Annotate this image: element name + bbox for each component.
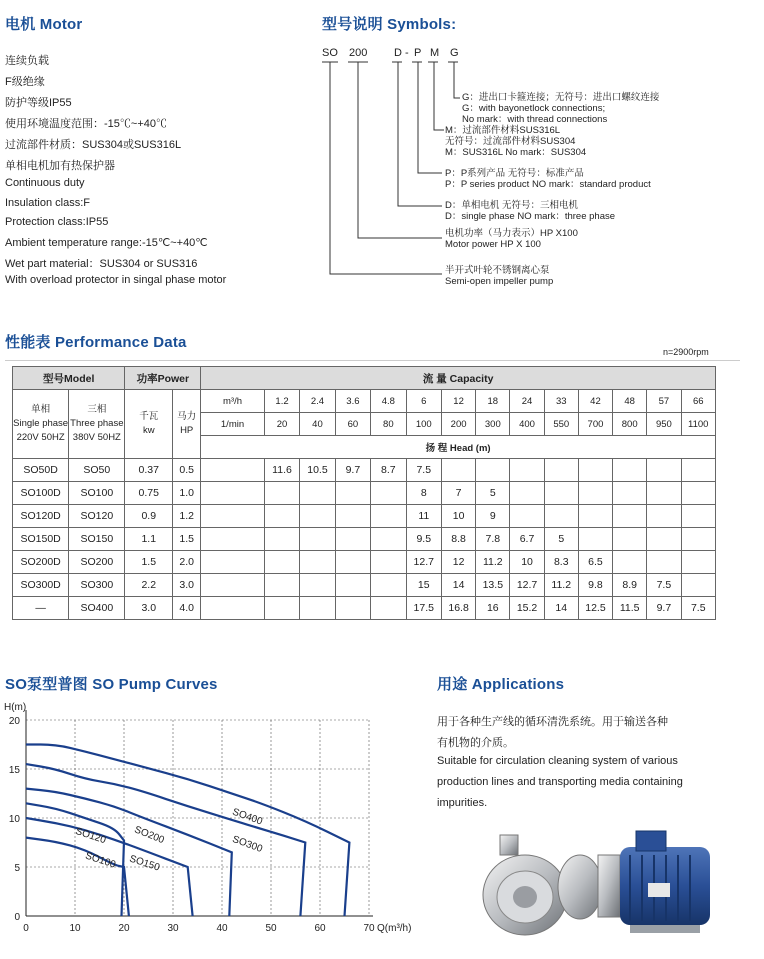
head-cell — [300, 574, 335, 597]
head-cell — [681, 551, 715, 574]
model-three-cell: SO200 — [69, 551, 125, 574]
code-d: D — [394, 47, 402, 59]
head-cell — [264, 597, 299, 620]
head-cell: 14 — [544, 597, 578, 620]
head-cell: 10.5 — [300, 459, 335, 482]
head-cell: 17.5 — [406, 597, 441, 620]
head-cell — [371, 597, 406, 620]
series-line-so100 — [26, 838, 129, 916]
code-hp: 200 — [349, 47, 368, 59]
head-cell: 11 — [406, 505, 441, 528]
x-tick-label: 70 — [363, 923, 375, 934]
series-line-so400 — [26, 745, 349, 917]
head-cell — [476, 459, 510, 482]
flow-lmin-cell: 100 — [406, 413, 441, 436]
motor-spec-line: With overload protector in singal phase motor — [5, 274, 227, 286]
note-line: 电机功率（马力表示）HP X100 — [445, 228, 578, 239]
flow-lmin-cell: 80 — [371, 413, 406, 436]
blank-cell — [201, 505, 265, 528]
motor-spec-line: 防护等级IP55 — [5, 97, 72, 109]
head-cell — [681, 505, 715, 528]
head-cell — [578, 528, 612, 551]
y-tick-label: 15 — [8, 765, 20, 776]
head-label: 扬 程 Head (m) — [201, 436, 716, 459]
flow-lmin-cell: 300 — [476, 413, 510, 436]
hp-header — [173, 390, 201, 459]
application-line: production lines and transporting media containing — [437, 776, 683, 788]
model-three-cell: SO120 — [69, 505, 125, 528]
head-cell: 13.5 — [476, 574, 510, 597]
x-tick-label: 20 — [118, 923, 130, 934]
note-line: P：P系列产品 无符号：标准产品 — [445, 168, 584, 179]
flow-lmin-cell: 550 — [544, 413, 578, 436]
head-cell: 8.3 — [544, 551, 578, 574]
motor-spec-line: Continuous duty — [5, 177, 85, 189]
model-hp-cell: 1.2 — [173, 505, 201, 528]
head-cell — [335, 528, 370, 551]
x-tick-label: 60 — [314, 923, 326, 934]
head-cell: 9.8 — [578, 574, 612, 597]
head-cell — [613, 459, 647, 482]
head-cell: 7 — [441, 482, 475, 505]
note-line: Motor power HP X 100 — [445, 239, 541, 250]
model-kw-cell: 1.1 — [125, 528, 173, 551]
model-header: 型号Model — [13, 367, 125, 390]
note-so — [445, 265, 553, 287]
head-cell — [264, 505, 299, 528]
head-cell — [335, 551, 370, 574]
head-cell — [578, 459, 612, 482]
head-cell — [371, 574, 406, 597]
head-cell: 10 — [441, 505, 475, 528]
head-cell: 12.7 — [510, 574, 544, 597]
flow-lmin-cell: 950 — [647, 413, 681, 436]
head-cell: 16.8 — [441, 597, 475, 620]
head-cell: 8.8 — [441, 528, 475, 551]
series-label-so120: SO120 — [74, 826, 108, 847]
speed-note: n=2900rpm — [663, 347, 709, 357]
head-cell — [578, 482, 612, 505]
head-cell — [681, 574, 715, 597]
flow-m3h-cell: 1.2 — [264, 390, 299, 413]
application-line: Suitable for circulation cleaning system of various — [437, 755, 678, 767]
head-cell: 14 — [441, 574, 475, 597]
head-cell: 8.9 — [613, 574, 647, 597]
head-cell: 7.5 — [406, 459, 441, 482]
flow-m3h-cell: 12 — [441, 390, 475, 413]
head-cell — [647, 482, 681, 505]
head-cell: 16 — [476, 597, 510, 620]
model-single-cell: SO300D — [13, 574, 69, 597]
model-hp-cell: 1.0 — [173, 482, 201, 505]
head-cell: 9.5 — [406, 528, 441, 551]
flow-m3h-cell: 57 — [647, 390, 681, 413]
head-cell — [335, 597, 370, 620]
head-cell — [647, 528, 681, 551]
model-single-cell: SO120D — [13, 505, 69, 528]
model-hp-cell: 2.0 — [173, 551, 201, 574]
flow-m3h-cell: 66 — [681, 390, 715, 413]
head-cell: 7.8 — [476, 528, 510, 551]
flow-lmin-cell: 200 — [441, 413, 475, 436]
note-p — [445, 168, 651, 190]
application-line: impurities. — [437, 797, 488, 809]
x-tick-label: 30 — [167, 923, 179, 934]
flow-lmin-cell: 60 — [335, 413, 370, 436]
series-label-so100: SO100 — [83, 850, 117, 871]
blank-cell — [201, 482, 265, 505]
table-row — [13, 597, 716, 620]
y-tick-label: 20 — [8, 716, 20, 727]
three-phase-header — [69, 390, 125, 459]
head-cell: 7.5 — [647, 574, 681, 597]
head-cell: 6.5 — [578, 551, 612, 574]
head-cell: 15.2 — [510, 597, 544, 620]
x-tick-label: 40 — [216, 923, 228, 934]
blank-cell — [201, 574, 265, 597]
table-row — [13, 505, 716, 528]
model-hp-cell: 1.5 — [173, 528, 201, 551]
head-cell — [613, 528, 647, 551]
head-cell: 5 — [476, 482, 510, 505]
model-kw-cell: 0.75 — [125, 482, 173, 505]
head-cell — [371, 528, 406, 551]
head-cell: 11.2 — [476, 551, 510, 574]
model-single-cell: SO50D — [13, 459, 69, 482]
note-line: No mark：with thread connections — [462, 114, 608, 125]
head-cell — [681, 482, 715, 505]
head-cell — [647, 551, 681, 574]
curves-title: SO泵型普图 SO Pump Curves — [5, 676, 218, 693]
note-line: D：单相电机 无符号：三相电机 — [445, 200, 579, 211]
flow-m3h-cell: 4.8 — [371, 390, 406, 413]
note-line: P：P series product NO mark：standard product — [445, 179, 651, 190]
flow-m3h-cell: 24 — [510, 390, 544, 413]
model-three-cell: SO300 — [69, 574, 125, 597]
note-line: 无符号：过流部件材料SUS304 — [445, 136, 576, 147]
flow-m3h-cell: 2.4 — [300, 390, 335, 413]
head-cell — [681, 459, 715, 482]
model-three-cell: SO100 — [69, 482, 125, 505]
head-cell: 11.2 — [544, 574, 578, 597]
model-hp-cell: 4.0 — [173, 597, 201, 620]
head-cell — [264, 482, 299, 505]
model-kw-cell: 1.5 — [125, 551, 173, 574]
head-cell: 5 — [544, 528, 578, 551]
header-line: 马力 — [177, 411, 197, 422]
unit-m3h: m³/h — [201, 390, 265, 413]
blank-cell — [201, 597, 265, 620]
head-cell: 12 — [441, 551, 475, 574]
head-cell — [300, 597, 335, 620]
model-three-cell: SO150 — [69, 528, 125, 551]
table-row — [13, 551, 716, 574]
motor-title: 电机 Motor — [5, 16, 83, 33]
model-kw-cell: 2.2 — [125, 574, 173, 597]
head-cell: 7.5 — [681, 597, 715, 620]
head-cell — [300, 505, 335, 528]
model-single-cell: — — [13, 597, 69, 620]
header-line: kw — [142, 425, 155, 436]
head-cell — [335, 482, 370, 505]
series-label-so150: SO150 — [127, 853, 161, 874]
head-cell — [264, 551, 299, 574]
unit-lmin: 1/min — [201, 413, 265, 436]
series-label-so300: SO300 — [230, 834, 264, 855]
flow-m3h-row — [13, 390, 716, 413]
performance-table — [12, 366, 716, 620]
note-line: G：with bayonetlock connections; — [462, 103, 606, 114]
head-cell — [335, 505, 370, 528]
flow-m3h-cell: 3.6 — [335, 390, 370, 413]
head-cell — [510, 505, 544, 528]
header-line: 380V 50HZ — [72, 432, 121, 443]
header-line: Three phase — [70, 418, 124, 429]
symbols-title: 型号说明 Symbols: — [322, 16, 457, 33]
header-line: 千瓦 — [139, 411, 159, 422]
head-cell: 12.7 — [406, 551, 441, 574]
head-cell — [613, 482, 647, 505]
flow-m3h-cell: 42 — [578, 390, 612, 413]
head-cell: 9.7 — [335, 459, 370, 482]
head-cell — [264, 574, 299, 597]
code-so: SO — [322, 47, 338, 59]
power-header: 功率Power — [125, 367, 201, 390]
motor-spec-line: 使用环境温度范围：-15℃~+40℃ — [5, 118, 167, 130]
pump-motor-image — [558, 831, 710, 933]
series-label-so200: SO200 — [132, 824, 166, 847]
x-tick-label: 50 — [265, 923, 277, 934]
capacity-header: 流 量 Capacity — [201, 367, 716, 390]
divider — [5, 360, 740, 361]
code-g: G — [450, 47, 459, 59]
head-cell: 6.7 — [510, 528, 544, 551]
blank-cell — [201, 528, 265, 551]
head-cell — [371, 505, 406, 528]
note-g — [462, 92, 659, 125]
model-single-cell: SO200D — [13, 551, 69, 574]
x-tick-label: 10 — [69, 923, 81, 934]
performance-title: 性能表 Performance Data — [5, 334, 187, 351]
head-cell — [578, 505, 612, 528]
head-cell — [300, 528, 335, 551]
pump-product-images — [480, 825, 730, 955]
head-cell — [510, 482, 544, 505]
note-line: M：SUS316L No mark：SUS304 — [445, 147, 587, 158]
table-row — [13, 482, 716, 505]
motor-spec-line: Ambient temperature range:-15℃~+40℃ — [5, 237, 208, 249]
head-cell — [300, 482, 335, 505]
note-line: Semi-open impeller pump — [445, 276, 554, 287]
header-line: 220V 50HZ — [16, 432, 65, 443]
head-cell — [371, 551, 406, 574]
head-cell: 15 — [406, 574, 441, 597]
code-p: P — [414, 47, 422, 59]
applications-title: 用途 Applications — [437, 676, 565, 693]
head-cell — [647, 459, 681, 482]
head-cell: 11.5 — [613, 597, 647, 620]
head-cell — [441, 459, 475, 482]
head-cell — [647, 505, 681, 528]
motor-spec-line: 连续负载 — [5, 55, 49, 67]
table-row — [13, 528, 716, 551]
head-cell — [371, 482, 406, 505]
flow-m3h-cell: 6 — [406, 390, 441, 413]
flow-m3h-cell: 33 — [544, 390, 578, 413]
model-single-cell: SO150D — [13, 528, 69, 551]
flow-lmin-cell: 400 — [510, 413, 544, 436]
x-axis-label: Q(m³/h) — [377, 923, 412, 934]
note-line: G：进出口卡箍连接；无符号：进出口螺纹连接 — [462, 92, 660, 103]
y-tick-label: 10 — [8, 814, 20, 825]
blank-cell — [201, 551, 265, 574]
head-cell: 11.6 — [264, 459, 299, 482]
y-tick-label: 5 — [14, 863, 20, 874]
header-line: 单相 — [31, 404, 51, 415]
head-cell — [544, 482, 578, 505]
model-three-cell: SO50 — [69, 459, 125, 482]
application-line: 有机物的介质。 — [437, 737, 514, 749]
model-three-cell: SO400 — [69, 597, 125, 620]
motor-spec-line: 过流部件材质：SUS304或SUS316L — [5, 139, 182, 151]
flow-m3h-cell: 18 — [476, 390, 510, 413]
series-line-so300 — [26, 764, 305, 916]
header-line: 三相 — [87, 404, 107, 415]
header-line: Single phase — [13, 418, 69, 429]
note-d — [445, 200, 615, 222]
x-tick-label: 0 — [23, 923, 29, 934]
y-tick-label: 0 — [14, 912, 20, 923]
model-kw-cell: 0.37 — [125, 459, 173, 482]
model-kw-cell: 3.0 — [125, 597, 173, 620]
head-cell: 9.7 — [647, 597, 681, 620]
note-m — [445, 125, 586, 158]
head-cell — [300, 551, 335, 574]
motor-spec-line: Insulation class:F — [5, 197, 90, 209]
series-label-so400: SO400 — [230, 806, 264, 828]
model-kw-cell: 0.9 — [125, 505, 173, 528]
code-m: M — [430, 47, 440, 59]
head-cell — [613, 551, 647, 574]
y-axis-label: H(m) — [4, 702, 27, 713]
model-hp-cell: 0.5 — [173, 459, 201, 482]
flow-m3h-cell: 48 — [613, 390, 647, 413]
head-cell — [544, 459, 578, 482]
head-cell — [613, 505, 647, 528]
head-cell — [264, 528, 299, 551]
flow-lmin-cell: 1100 — [681, 413, 715, 436]
motor-spec-line: Protection class:IP55 — [5, 216, 109, 228]
series-line-so200 — [26, 789, 232, 916]
header-line: HP — [180, 425, 194, 436]
table-row — [13, 459, 716, 482]
pump-casing-image — [483, 835, 567, 935]
note-line: M：过流部件材料SUS316L — [445, 125, 561, 136]
head-cell — [335, 574, 370, 597]
head-cell — [544, 505, 578, 528]
note-line: 半开式叶轮不锈钢离心泵 — [445, 265, 550, 276]
head-cell: 8.7 — [371, 459, 406, 482]
motor-spec-line: F级绝缘 — [5, 76, 45, 88]
flow-lmin-cell: 800 — [613, 413, 647, 436]
head-cell: 9 — [476, 505, 510, 528]
table-header-row — [13, 367, 716, 390]
model-single-cell: SO100D — [13, 482, 69, 505]
single-phase-header — [13, 390, 69, 459]
head-cell — [681, 528, 715, 551]
flow-lmin-cell: 700 — [578, 413, 612, 436]
blank-cell — [201, 459, 265, 482]
note-hp — [445, 228, 578, 250]
flow-lmin-cell: 20 — [264, 413, 299, 436]
motor-spec-line: Wet part material：SUS304 or SUS316 — [5, 258, 198, 270]
motor-spec-line: 单相电机加有热保护器 — [5, 160, 115, 172]
kw-header — [125, 390, 173, 459]
head-cell: 12.5 — [578, 597, 612, 620]
note-line: D：single phase NO mark：three phase — [445, 211, 616, 222]
head-cell: 8 — [406, 482, 441, 505]
table-row — [13, 574, 716, 597]
pump-curves-chart — [0, 698, 425, 948]
code-dash: - — [405, 47, 409, 59]
head-cell: 10 — [510, 551, 544, 574]
flow-lmin-cell: 40 — [300, 413, 335, 436]
model-hp-cell: 3.0 — [173, 574, 201, 597]
application-line: 用于各种生产线的循环清洗系统。用于输送各种 — [437, 716, 668, 728]
head-cell — [510, 459, 544, 482]
